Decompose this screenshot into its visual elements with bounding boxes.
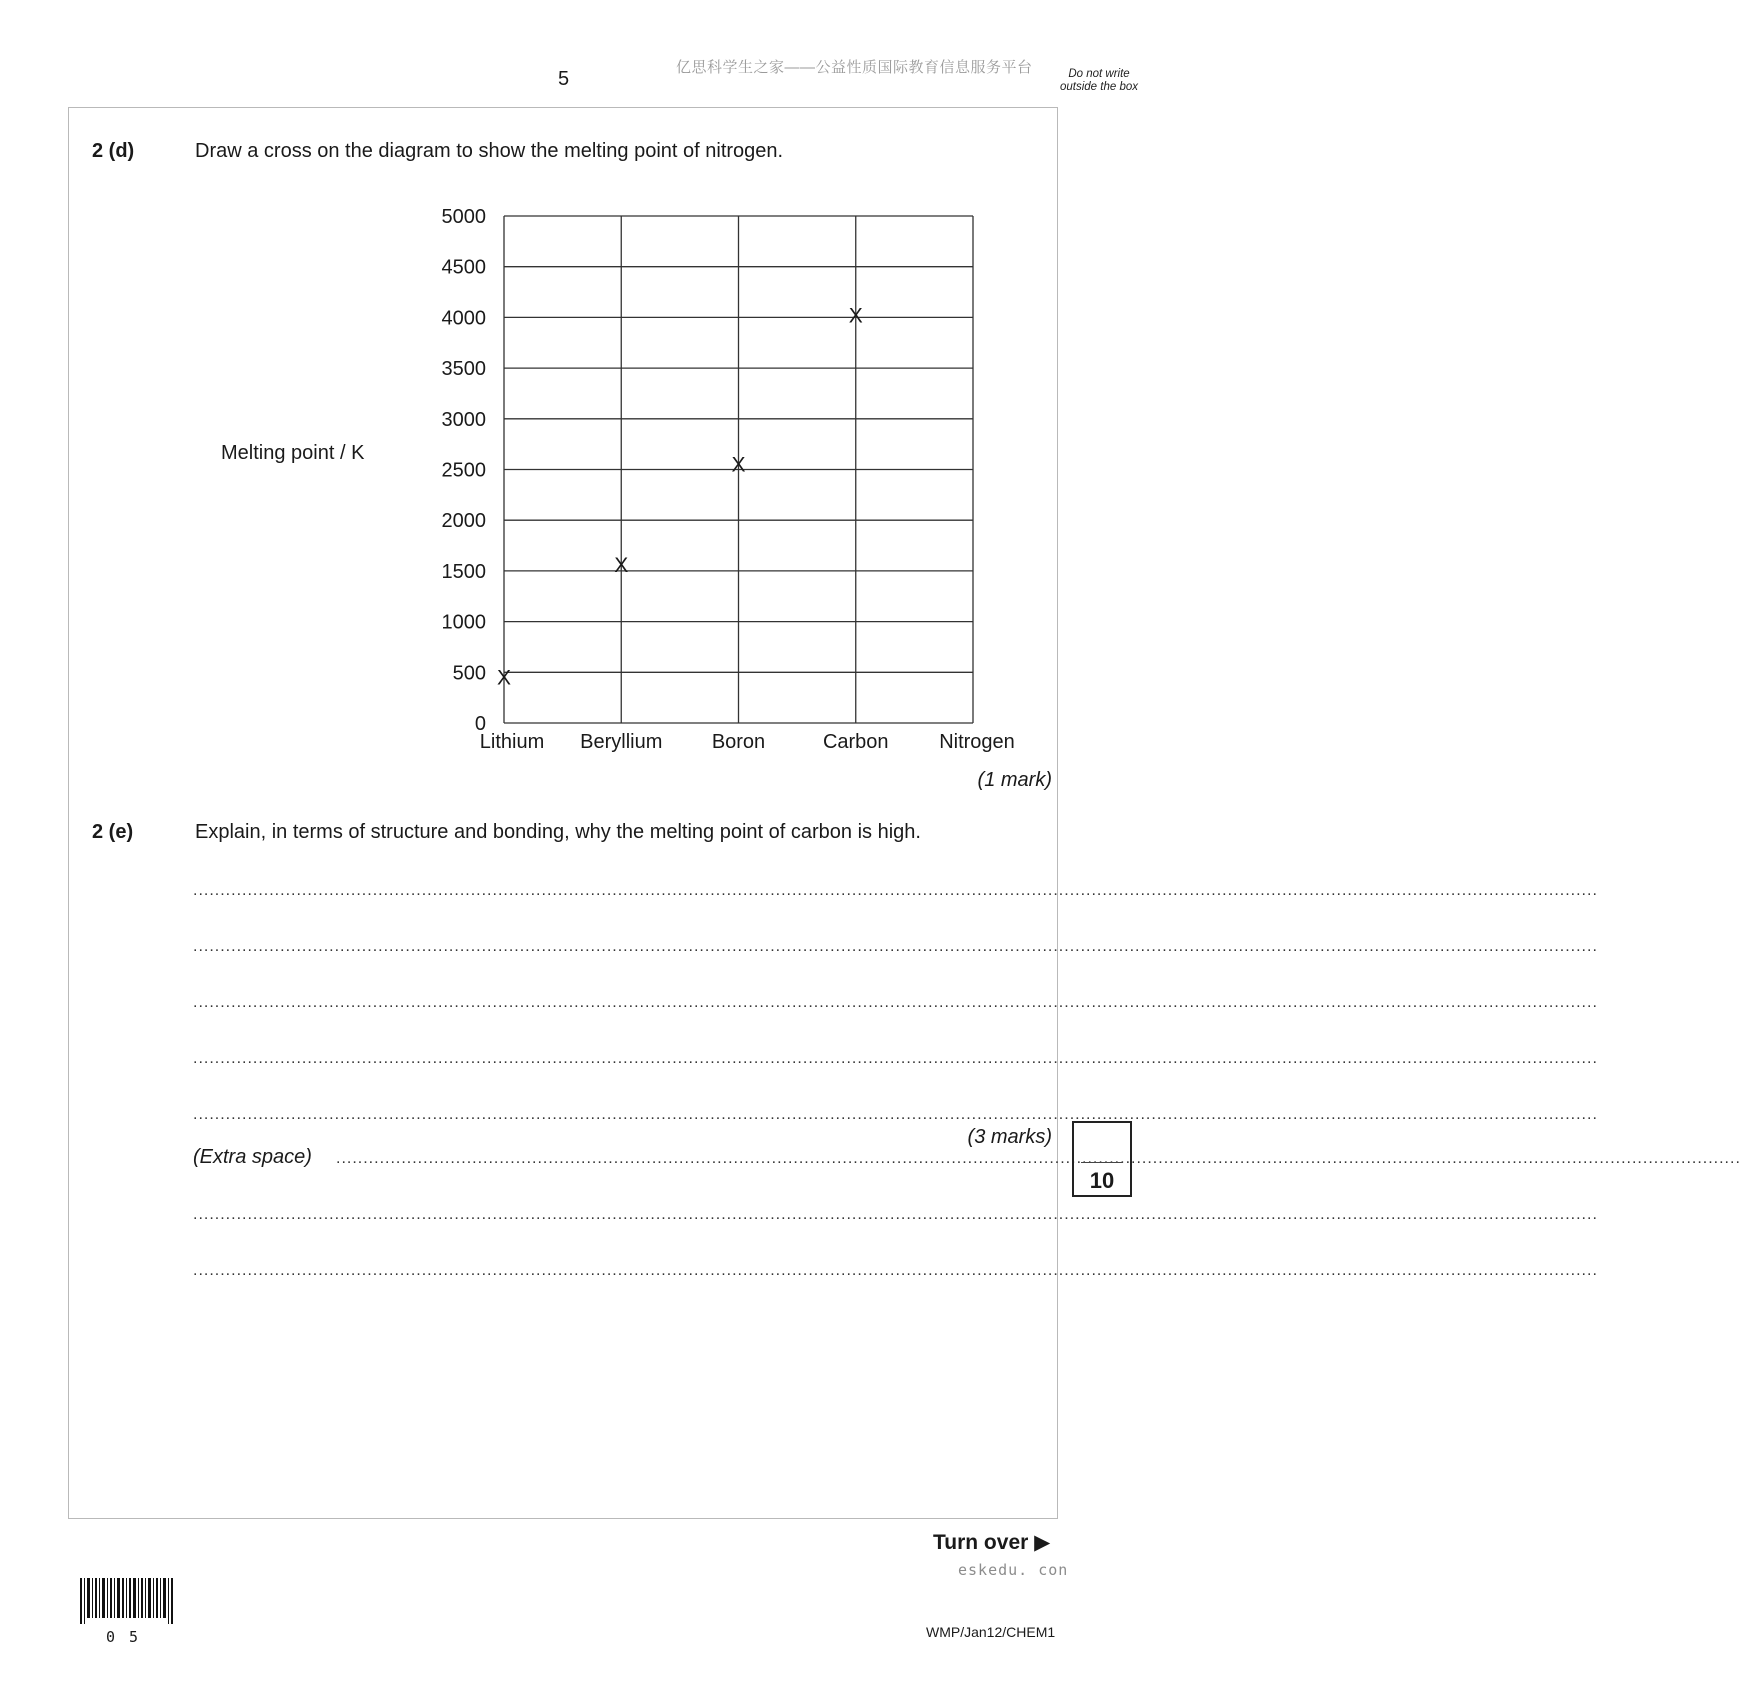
answer-line[interactable]: .................................................................................................................................................................................................................................................................. xyxy=(193,1106,1598,1123)
site-watermark: eskedu. con xyxy=(958,1561,1069,1579)
extra-answer-line[interactable]: .................................................................................................................................................................................................................................................................. xyxy=(336,1150,1741,1167)
y-tick-label: 500 xyxy=(452,662,486,685)
page-number: 5 xyxy=(558,68,570,90)
melting-point-chart[interactable] xyxy=(0,0,1190,760)
data-point-cross: X xyxy=(731,453,746,477)
question-text-d: Draw a cross on the diagram to show the melting point of nitrogen. xyxy=(195,140,784,162)
barcode-digits: 05 xyxy=(106,1628,153,1646)
y-tick-label: 5000 xyxy=(441,206,486,228)
paper-code: WMP/Jan12/CHEM1 xyxy=(926,1624,1056,1640)
y-tick-label: 0 xyxy=(474,713,486,735)
y-tick-label: 1500 xyxy=(441,560,486,583)
question-number-e: 2 (e) xyxy=(92,821,134,843)
marks-d: (1 mark) xyxy=(977,769,1052,791)
y-tick-label: 3500 xyxy=(441,358,486,381)
answer-line[interactable]: .................................................................................................................................................................................................................................................................. xyxy=(193,1050,1598,1067)
extra-answer-line[interactable]: .................................................................................................................................................................................................................................................................. xyxy=(193,1206,1598,1223)
score-total: 10 xyxy=(1089,1168,1115,1193)
answer-line[interactable]: .................................................................................................................................................................................................................................................................. xyxy=(193,938,1598,955)
y-tick-label: 4500 xyxy=(441,256,486,279)
question-number-d: 2 (d) xyxy=(92,140,135,162)
margin-note: Do not write outside the box xyxy=(1059,68,1138,93)
question-text-e: Explain, in terms of structure and bonding, why the melting point of carbon is high. xyxy=(195,821,921,843)
x-tick-label: Beryllium xyxy=(580,731,663,753)
y-tick-label: 4000 xyxy=(441,307,486,330)
chart-y-axis-label: Melting point / K xyxy=(221,442,365,464)
x-tick-label: Nitrogen xyxy=(939,731,1015,753)
data-point-cross: X xyxy=(496,666,512,690)
answer-line[interactable]: .................................................................................................................................................................................................................................................................. xyxy=(193,994,1598,1011)
barcode-icon xyxy=(80,1578,176,1624)
extra-space-label: (Extra space) xyxy=(193,1146,312,1168)
y-tick-label: 1000 xyxy=(441,611,486,634)
data-point-cross: X xyxy=(614,553,629,577)
turn-over-label: Turn over ▶ xyxy=(933,1531,1051,1554)
marks-e: (3 marks) xyxy=(967,1126,1052,1148)
watermark-text: 亿思科学生之家——公益性质国际教育信息服务平台 xyxy=(676,59,1033,76)
y-tick-label: 2000 xyxy=(441,510,486,533)
x-tick-label: Carbon xyxy=(822,731,889,753)
y-tick-label: 2500 xyxy=(441,459,486,482)
extra-answer-line[interactable]: .................................................................................................................................................................................................................................................................. xyxy=(193,1262,1598,1279)
x-tick-label: Boron xyxy=(711,731,766,753)
y-tick-label: 3000 xyxy=(441,408,486,431)
answer-line[interactable]: .................................................................................................................................................................................................................................................................. xyxy=(193,882,1598,899)
score-line xyxy=(1081,1162,1123,1163)
x-tick-label: Lithium xyxy=(479,731,545,753)
data-point-cross: X xyxy=(848,304,863,328)
